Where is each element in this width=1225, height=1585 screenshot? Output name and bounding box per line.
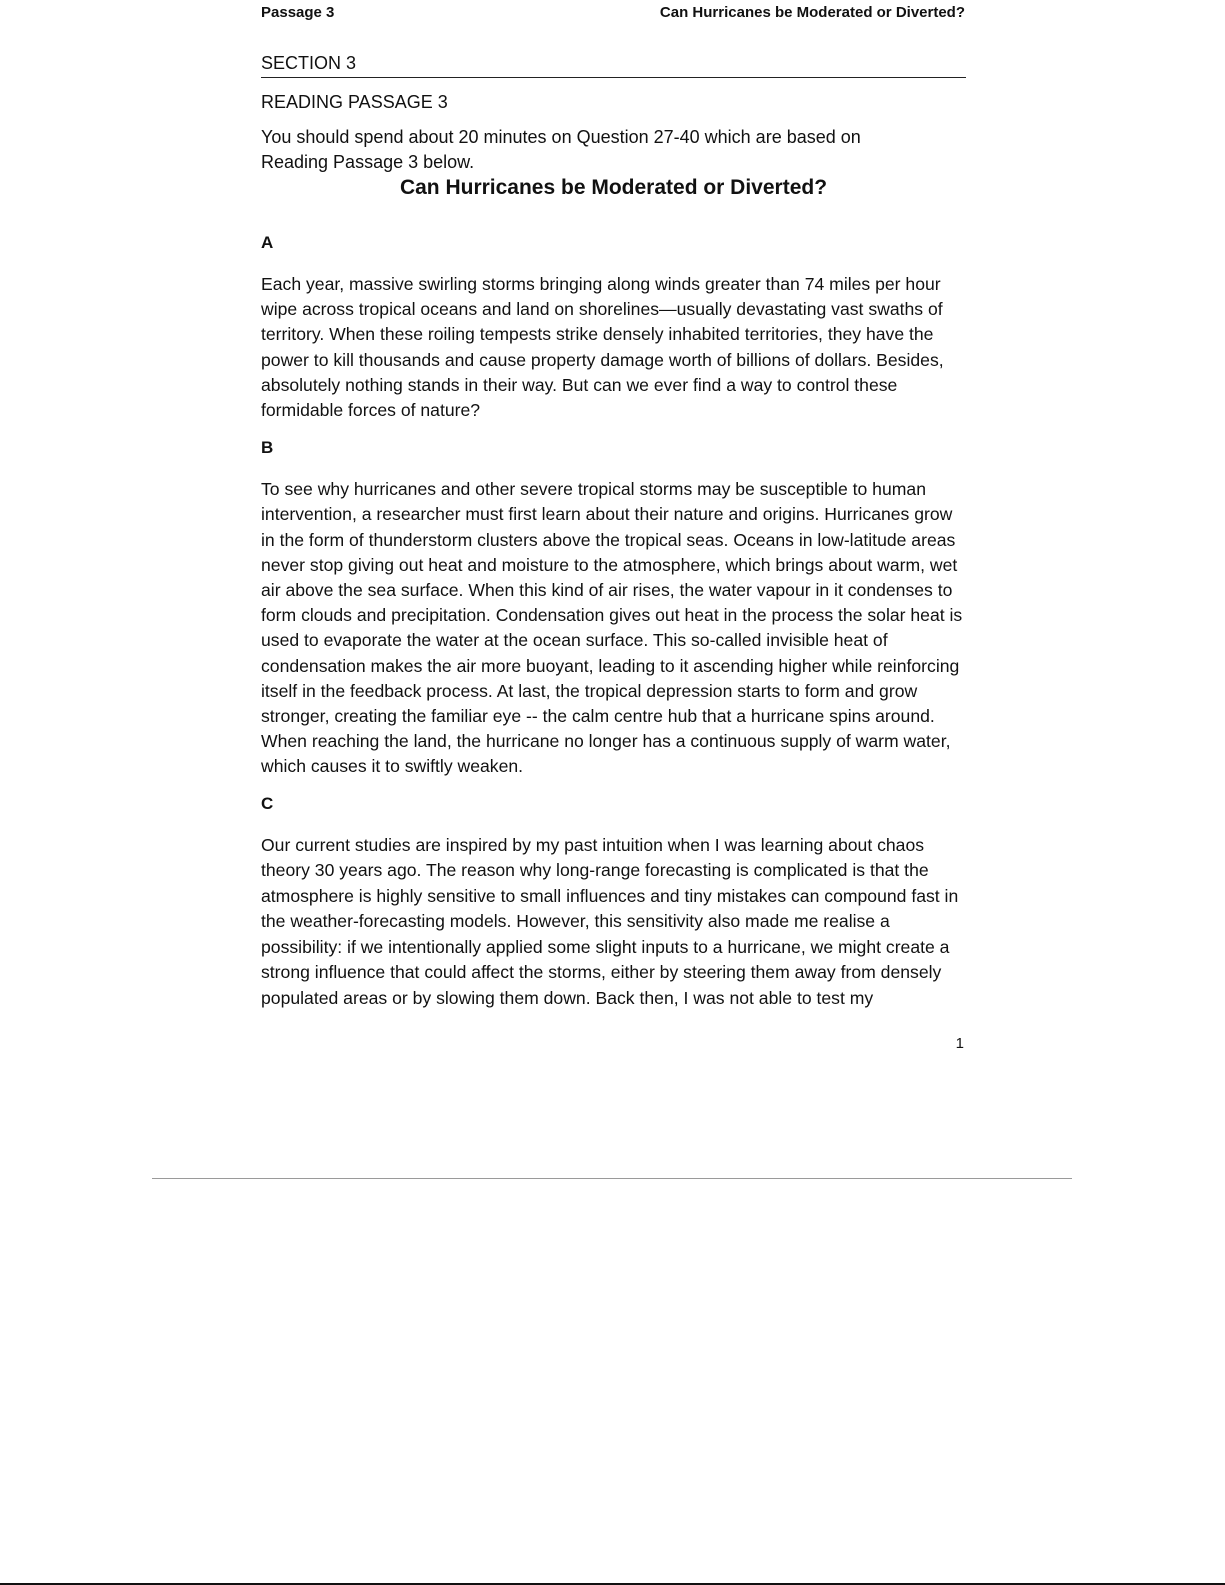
paragraph-label-c: C xyxy=(261,793,274,813)
running-header-left: Passage 3 xyxy=(261,4,335,21)
passage-title: Can Hurricanes be Moderated or Diverted? xyxy=(399,176,828,199)
paragraph-label-b: B xyxy=(261,438,274,458)
page-number: 1 xyxy=(955,1035,964,1052)
paragraph-c-text: Our current studies are inspired by my past intuition when I was learning about chaos theory 30 years ago. The reason why long-range forecasting is complicated is that the atmosphere is highly sensitive to small influences and tiny mistakes can compound fast in the weather-forecasting models. However, this sensitivity also made me realise a possibility: if we intentionally applied some slight inputs to a hurricane, we might create a strong influence that could affect the storms, either by steering them away from densely populated areas or by slowing them down. Back then, I was not able to test my xyxy=(261,834,959,1008)
paragraph-label-a: A xyxy=(261,233,274,252)
section-heading: SECTION 3 xyxy=(261,51,966,78)
running-header-right: Can Hurricanes be Moderated or Diverted? xyxy=(659,4,965,21)
page-separator xyxy=(152,1178,1072,1179)
page-content xyxy=(261,51,966,1011)
paragraph-b-text: To see why hurricanes and other severe tropical storms may be susceptible to human intervention, a researcher must first learn about their nature and origins. Hurricanes grow in the form of thunderstorm clusters above the tropical seas. Oceans in low-latitude areas never stop giving out heat and moisture to the atmosphere, which brings about warm, wet air above the sea surface. When this kind of air rises, the water vapour in it condenses to form clouds and precipitation. Condensation gives out heat in the process the solar heat is used to evaporate the water at the ocean surface. This so-called invisible heat of condensation makes the air more buoyant, leading to it ascending higher while reinforcing itself in the feedback process. At last, the tropical depression starts to form and grow stronger, creating the familiar eye -- the calm centre hub that a hurricane spins around. When reaching the land, the hurricane no longer has a continuous supply of warm water, which causes it to swiftly weaken. xyxy=(261,479,963,777)
instructions-text: You should spend about 20 minutes on Question 27-40 which are based on Reading Passage 3 below. xyxy=(261,127,861,172)
reading-passage-heading: READING PASSAGE 3 xyxy=(261,92,448,112)
paragraph-a-text: Each year, massive swirling storms bringing along winds greater than 74 miles per hour wipe across tropical oceans and land on shorelines—usually devastating vast swaths of territory. When these roiling tempests strike densely inhabited territories, they have the power to kill thousands and cause property damage worth of billions of dollars. Besides, absolutely nothing stands in their way. But can we ever find a way to control these formidable forces of nature? xyxy=(261,274,944,421)
